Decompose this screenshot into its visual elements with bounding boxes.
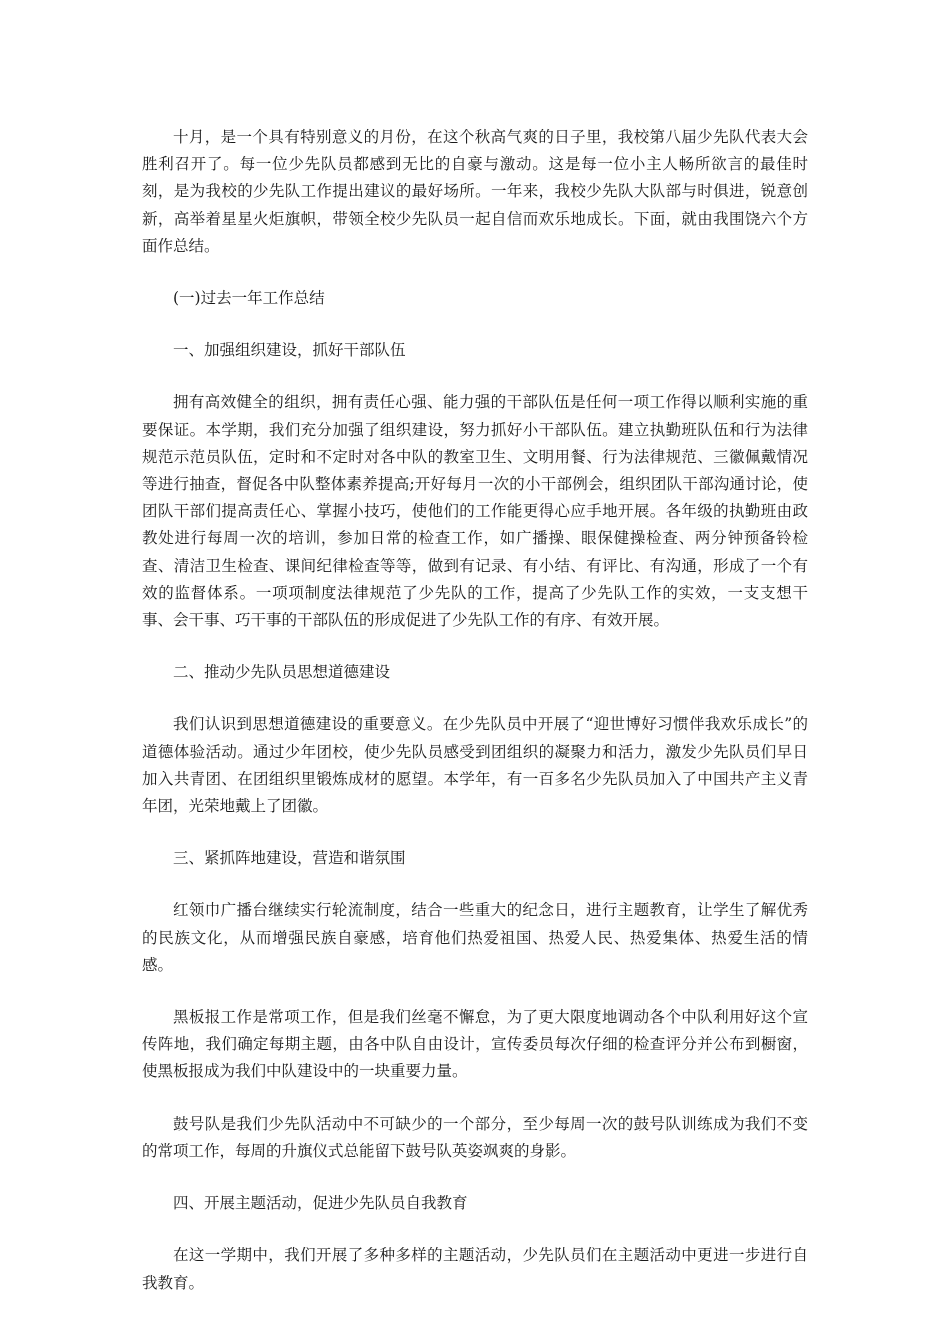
section-3-paragraph-broadcast: 红领巾广播台继续实行轮流制度，结合一些重大的纪念日，进行主题教育，让学生了解优秀的民族文化，从而增强民族自豪感，培育他们热爱祖国、热爱人民、热爱集体、热爱生活的情感。	[142, 901, 808, 974]
section-3-paragraph-drum-corps: 鼓号队是我们少先队活动中不可缺少的一个部分，至少每周一次的鼓号队训练成为我们不变的常项工作，每周的升旗仪式总能留下鼓号队英姿飒爽的身影。	[142, 1114, 808, 1160]
section-2-paragraph: 我们认识到思想道德建设的重要意义。在少先队员中开展了“迎世博好习惯伴我欢乐成长”的道德体验活动。通过少年团校，使少先队员感受到团组织的凝聚力和活力，激发少先队员们早日加入共青团、在团组织里锻炼成材的愿望。本学年，有一百多名少先队员加入了中国共产主义青年团，光荣地戴上了团徽。	[142, 715, 808, 816]
section-3-paragraph-blackboard: 黑板报工作是常项工作，但是我们丝毫不懈怠，为了更大限度地调动各个中队利用好这个宣传阵地，我们确定每期主题，由各中队自由设计，宣传委员每次仔细的检查评分并公布到橱窗，使黑板报成为我们中队建设中的一块重要力量。	[142, 1008, 808, 1081]
section-heading-4: 四、开展主题活动，促进少先队员自我教育	[173, 1194, 468, 1213]
intro-paragraph: 十月，是一个具有特别意义的月份，在这个秋高气爽的日子里，我校第八届少先队代表大会胜利召开了。每一位少先队员都感到无比的自豪与激动。这是每一位小主人畅所欲言的最佳时刻，是为我校的少先队工作提出建议的最好场所。一年来，我校少先队大队部与时俱进，锐意创新，高举着星星火炬旗帜，带领全校少先队员一起自信而欢乐地成长。下面，就由我围饶六个方面作总结。	[142, 128, 808, 255]
section-heading-summary: (一)过去一年工作总结	[173, 289, 325, 308]
section-1-paragraph: 拥有高效健全的组织，拥有责任心强、能力强的干部队伍是任何一项工作得以顺利实施的重要保证。本学期，我们充分加强了组织建设，努力抓好小干部队伍。建立执勤班队伍和行为法律规范示范员队伍，定时和不定时对各中队的教室卫生、文明用餐、行为法律规范、三徽佩戴情况等进行抽查，督促各中队整体素养提高;开好每月一次的小干部例会，组织团队干部沟通讨论，使团队干部们提高责任心、掌握小技巧，使他们的工作能更得心应手地开展。各年级的执勤班由政教处进行每周一次的培训，参加日常的检查工作，如广播操、眼保健操检查、两分钟预备铃检查、清洁卫生检查、课间纪律检查等等，做到有记录、有小结、有评比、有沟通，形成了一个有效的监督体系。一项项制度法律规范了少先队的工作，提高了少先队工作的实效，一支支想干事、会干事、巧干事的干部队伍的形成促进了少先队工作的有序、有效开展。	[142, 393, 808, 630]
section-heading-3: 三、紧抓阵地建设，营造和谐氛围	[173, 849, 406, 868]
section-heading-2: 二、推动少先队员思想道德建设	[173, 663, 391, 682]
section-4-paragraph: 在这一学期中，我们开展了多种多样的主题活动，少先队员们在主题活动中更进一步进行自我教育。	[142, 1246, 808, 1292]
section-heading-1: 一、加强组织建设，抓好干部队伍	[173, 341, 406, 360]
document-page	[142, 124, 808, 1322]
